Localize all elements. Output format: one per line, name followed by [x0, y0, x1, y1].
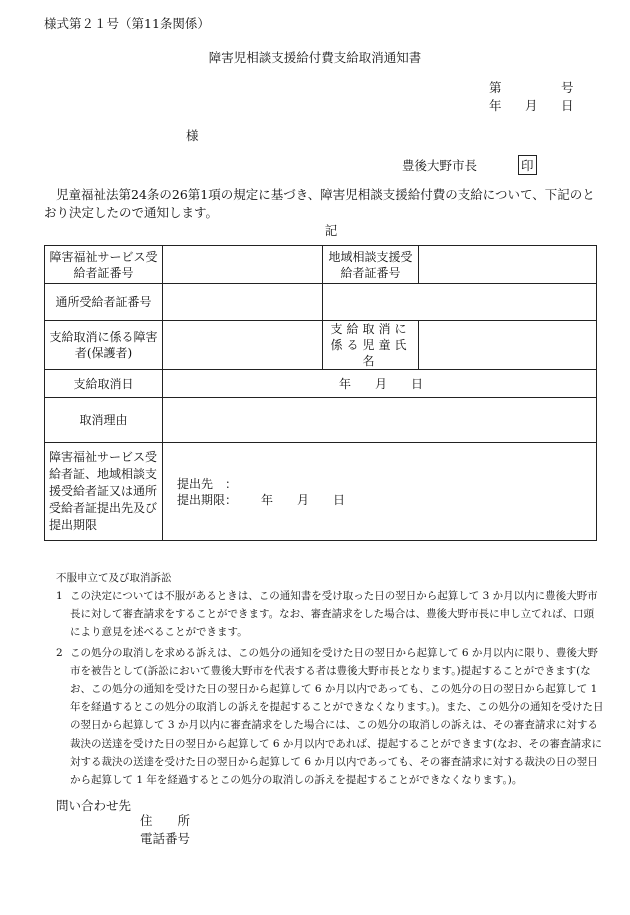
guardian-field[interactable] [163, 321, 323, 370]
label-reason: 取消理由 [45, 398, 163, 443]
service-cert-no-boxes[interactable] [163, 246, 323, 284]
child-name-field[interactable] [419, 321, 597, 370]
issuer-name: 豊後大野市長 [402, 158, 478, 173]
contact-phone: 電話番号 [140, 831, 191, 846]
document-title: 障害児相談支援給付費支給取消通知書 [208, 50, 422, 65]
label-daycare-cert-no: 通所受給者証番号 [45, 284, 163, 321]
daycare-cert-blank [323, 284, 597, 321]
label-community-cert-no: 地域相談支援受給者証番号 [323, 246, 419, 284]
label-submission: 障害福祉サービス受給者証、地域相談支援受給者証又は通所受給者証提出先及び提出期限 [45, 443, 163, 541]
label-cancel-date: 支給取消日 [45, 370, 163, 398]
cancel-date-year: 年 [339, 376, 352, 391]
deadline-year: 年 [261, 492, 274, 507]
community-cert-no-boxes[interactable] [419, 246, 597, 284]
submission-field[interactable] [163, 443, 597, 541]
doc-no-dai: 第 [489, 80, 502, 95]
ki-mark: 記 [324, 223, 338, 238]
note-number: 2 [56, 646, 63, 659]
submission-deadline-label: 提出期限： [177, 492, 238, 507]
label-child-name: 支給取消に係る児童氏名 [323, 321, 419, 370]
deadline-day: 日 [333, 492, 346, 507]
date-day: 日 [561, 98, 574, 113]
label-service-cert-no: 障害福祉サービス受給者証番号 [45, 246, 163, 284]
reason-field[interactable] [163, 398, 597, 443]
seal-mark: 印 [518, 155, 537, 175]
daycare-cert-no-boxes[interactable] [163, 284, 323, 321]
cancel-date-month: 月 [375, 376, 388, 391]
contact-title: 問い合わせ先 [56, 798, 132, 813]
form-number: 様式第２１号（第11条関係） [44, 16, 210, 31]
doc-no-go: 号 [561, 80, 574, 95]
appeal-notes [56, 570, 604, 789]
notes-title: 不服申立て及び取消訴訟 [56, 572, 172, 584]
date-year: 年 [489, 98, 502, 113]
note-text: この処分の取消しを求める訴えは、この処分の通知を受けた日の翌日から起算して 6 か月以内に限り、豊後大野市を被告として(訴訟において豊後大野市を代表する者は豊後大野市長となります。)提起することができます(なお、この処分の通知を受けた日の翌日から起算して 6 か月以内であっても、この処分の日の翌日から起算して 1 年を経過するとこの処分の取消しの訴えを提起することができなくなります。)。また、この処分の通知を受けた日の翌日から起算して 3 か月以内に審査請求をした場合には、この処分の取消しの訴えは、その審査請求に対する裁決の送達を受けた日の翌日から起算して 6 か月以内であれば、提起することができます(なお、その審査請求に対する裁決の送達を受けた日の翌日から起算して 6 か月以内であっても、その審査請求に対する裁決の日の翌日から起算して 1 年を経過するとこの処分の取消しの訴えを提起することができなくなります。)。 [70, 646, 604, 787]
note-item [56, 644, 604, 790]
note-text: この決定については不服があるときは、この通知書を受け取った日の翌日から起算して 3 か月以内に豊後大野市長に対して審査請求をすることができます。なお、審査請求をした場合は、豊後大野市長に申し立てれば、口頭により意見を述べることができます。 [70, 590, 598, 639]
contact-address: 住 所 [140, 813, 191, 828]
addressee-suffix: 様 [186, 128, 199, 143]
date-month: 月 [525, 98, 538, 113]
note-item [56, 587, 604, 642]
details-table [44, 245, 597, 541]
submission-destination: 提出先 ： [177, 476, 238, 491]
cancel-date-field[interactable] [163, 370, 597, 398]
deadline-month: 月 [297, 492, 310, 507]
body-text: 児童福祉法第24条の26第1項の規定に基づき、障害児相談支援給付費の支給について、下記のとおり決定したので通知します。 [44, 187, 595, 220]
label-guardian: 支給取消に係る障害者(保護者) [45, 321, 163, 370]
cancel-date-day: 日 [411, 376, 424, 391]
note-number: 1 [56, 590, 63, 602]
